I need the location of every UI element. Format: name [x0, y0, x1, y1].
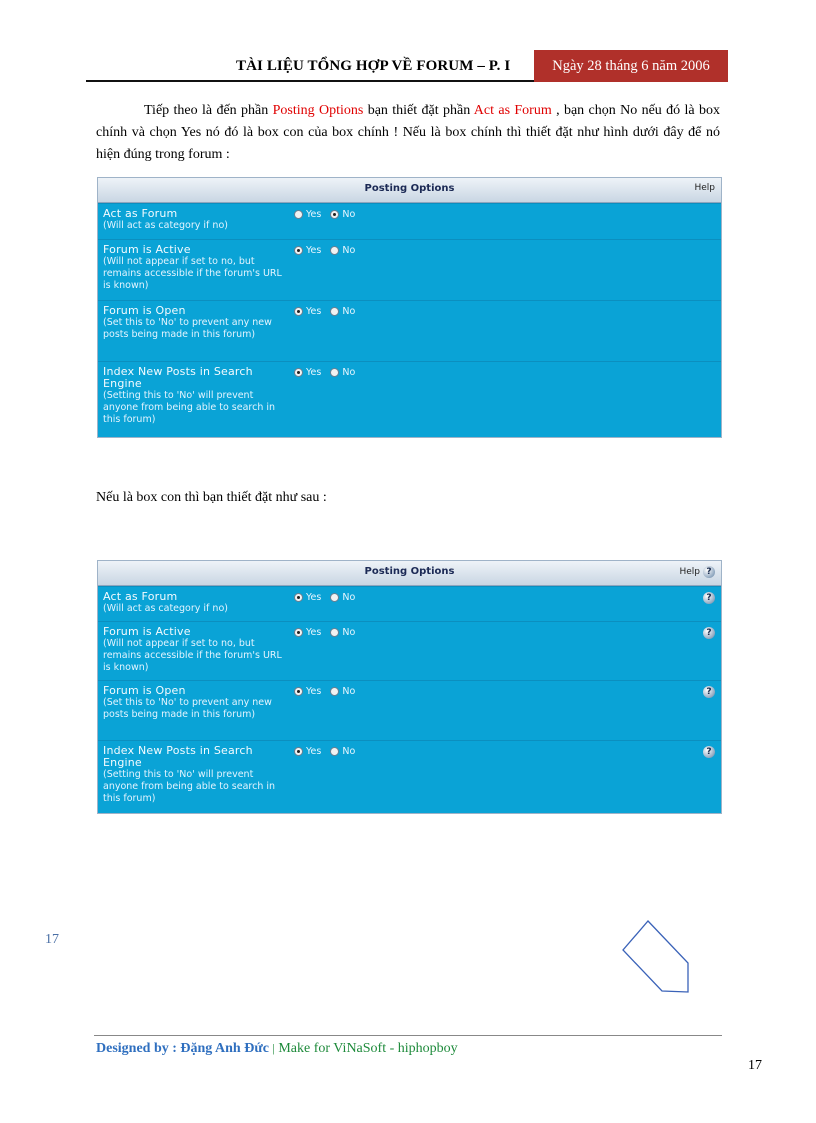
radio-no-label: No [342, 746, 356, 757]
footer-credit [96, 1041, 458, 1057]
radio-yes[interactable] [294, 210, 303, 219]
option-row [98, 361, 721, 438]
help-icon[interactable]: ? [703, 686, 715, 698]
option-row [98, 621, 721, 680]
side-page-number: 17 [45, 932, 59, 947]
page-number: 17 [748, 1058, 762, 1073]
help-icon[interactable]: ? [703, 592, 715, 604]
radio-no[interactable] [330, 307, 339, 316]
radio-yes[interactable] [294, 747, 303, 756]
intro-text-a: Tiếp theo là đến phần [144, 103, 273, 118]
help-link[interactable] [679, 566, 715, 578]
radio-yes-label: Yes [306, 746, 322, 757]
radio-yes-label: Yes [306, 592, 322, 603]
radio-yes-label: Yes [306, 627, 322, 638]
help-icon[interactable]: ? [703, 566, 715, 578]
posting-options-panel-sub [97, 560, 722, 814]
help-label: Help [694, 183, 715, 193]
radio-yes-label: Yes [306, 686, 322, 697]
option-name: Forum is Open [103, 684, 186, 697]
radio-no[interactable] [330, 246, 339, 255]
option-name: Forum is Open [103, 304, 186, 317]
radio-yes-label: Yes [306, 306, 322, 317]
act-as-forum-term: Act as Forum [473, 103, 552, 118]
radio-yes-label: Yes [306, 367, 322, 378]
option-desc: (Will not appear if set to no, but remains accessible if the forum's URL is known) [103, 638, 282, 673]
radio-yes-label: Yes [306, 209, 322, 220]
radio-yes[interactable] [294, 687, 303, 696]
radio-yes-label: Yes [306, 245, 322, 256]
radio-no[interactable] [330, 210, 339, 219]
radio-no[interactable] [330, 593, 339, 602]
option-row [98, 203, 721, 239]
designer-credit: Designed by : Đặng Anh Đức [96, 1041, 269, 1056]
option-name: Act as Forum [103, 207, 178, 220]
radio-no-label: No [342, 686, 356, 697]
made-for-text: Make for ViNaSoft - hiphopboy [274, 1041, 458, 1056]
option-desc: (Setting this to 'No' will prevent anyone from being able to search in this forum) [103, 769, 276, 804]
option-name: Forum is Active [103, 625, 191, 638]
option-row [98, 680, 721, 740]
radio-yes[interactable] [294, 246, 303, 255]
option-desc: (Set this to 'No' to prevent any new posts being made in this forum) [103, 697, 272, 720]
radio-no[interactable] [330, 368, 339, 377]
option-name: Index New Posts in Search Engine [103, 744, 253, 769]
help-label: Help [679, 567, 700, 577]
option-desc: (Will act as category if no) [103, 603, 228, 614]
radio-no-label: No [342, 592, 356, 603]
option-row [98, 239, 721, 300]
help-link[interactable] [694, 183, 715, 193]
radio-no-label: No [342, 627, 356, 638]
option-row [98, 740, 721, 814]
radio-no-label: No [342, 209, 356, 220]
radio-yes[interactable] [294, 307, 303, 316]
footer-separator: | [272, 1041, 275, 1055]
help-icon[interactable]: ? [703, 746, 715, 758]
panel-header [98, 178, 721, 203]
option-desc: (Will not appear if set to no, but remains accessible if the forum's URL is known) [103, 256, 282, 291]
date-badge: Ngày 28 tháng 6 năm 2006 [534, 50, 728, 82]
page-corner-shape [618, 918, 698, 998]
option-row [98, 300, 721, 361]
panel-header [98, 561, 721, 586]
header-rule [86, 80, 534, 82]
radio-no-label: No [342, 306, 356, 317]
sub-box-text: Nếu là box con thì bạn thiết đặt như sau : [96, 490, 327, 505]
radio-no[interactable] [330, 747, 339, 756]
radio-yes[interactable] [294, 368, 303, 377]
option-name: Forum is Active [103, 243, 191, 256]
posting-options-panel-main [97, 177, 722, 438]
help-icon[interactable]: ? [703, 627, 715, 639]
option-name: Act as Forum [103, 590, 178, 603]
radio-no-label: No [342, 367, 356, 378]
intro-text-b: bạn thiết đặt phần [363, 103, 474, 118]
option-desc: (Set this to 'No' to prevent any new posts being made in this forum) [103, 317, 272, 340]
option-row [98, 586, 721, 621]
panel-title: Posting Options [364, 183, 455, 194]
radio-no[interactable] [330, 628, 339, 637]
document-title: TÀI LIỆU TỔNG HỢP VỀ FORUM – P. I [236, 58, 511, 74]
option-name: Index New Posts in Search Engine [103, 365, 253, 390]
option-desc: (Will act as category if no) [103, 220, 228, 231]
radio-yes[interactable] [294, 628, 303, 637]
footer-rule [94, 1035, 722, 1036]
option-desc: (Setting this to 'No' will prevent anyone from being able to search in this forum) [103, 390, 276, 425]
radio-no[interactable] [330, 687, 339, 696]
posting-options-term: Posting Options [272, 103, 364, 118]
intro-paragraph [96, 100, 720, 166]
intro-text-c: , bạn chọn No nếu đó là box chính và chọn Yes nó đó là box con của box chính ! Nếu là box chính thì thiết đặt như hình dưới đây để nó hiện đúng trong forum : [96, 103, 720, 162]
radio-no-label: No [342, 245, 356, 256]
radio-yes[interactable] [294, 593, 303, 602]
panel-title: Posting Options [364, 566, 455, 577]
